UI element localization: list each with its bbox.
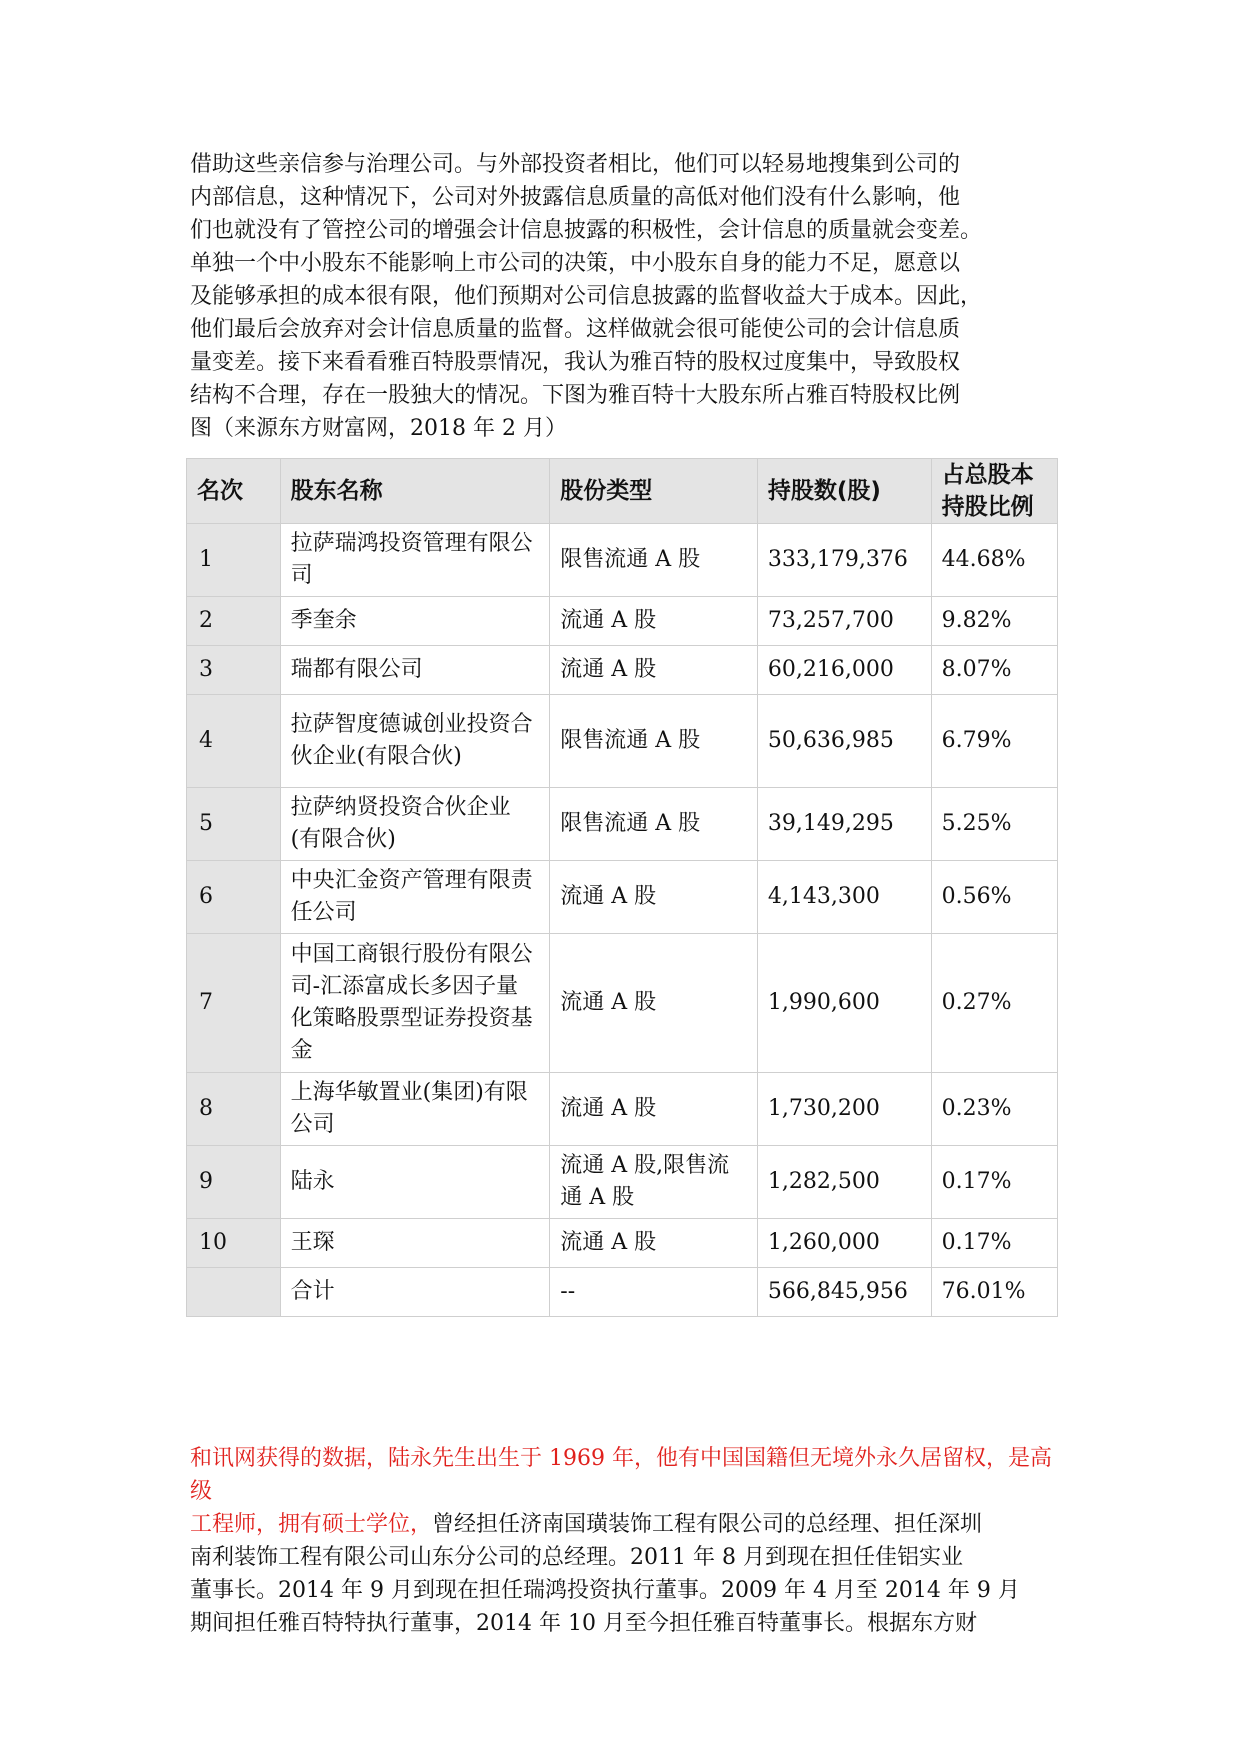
cell-name: 季奎余 — [280, 597, 550, 646]
header-shares: 持股数(股) — [757, 459, 931, 524]
text-line: 内部信息，这种情况下，公司对外披露信息质量的高低对他们没有什么影响，他 — [190, 185, 961, 210]
text-line: 单独一个中小股东不能影响上市公司的决策，中小股东自身的能力不足，愿意以 — [190, 251, 961, 276]
cell-rank: 2 — [187, 597, 281, 646]
table-row — [187, 597, 1058, 646]
cell-name: 王琛 — [280, 1219, 550, 1268]
cell-shares: 1,282,500 — [757, 1146, 931, 1219]
cell-ratio: 44.68% — [931, 524, 1057, 597]
cell-rank: 5 — [187, 788, 281, 861]
table-row — [187, 1146, 1058, 1219]
shareholders-table — [186, 458, 1058, 1317]
cell-type: 流通 A 股,限售流通 A 股 — [550, 1146, 758, 1219]
cell-ratio: 8.07% — [931, 646, 1057, 695]
header-rank: 名次 — [187, 459, 281, 524]
cell-shares: 4,143,300 — [757, 861, 931, 934]
cell-rank — [187, 1268, 281, 1317]
cell-type: 流通 A 股 — [550, 597, 758, 646]
table-row — [187, 1073, 1058, 1146]
cell-rank: 3 — [187, 646, 281, 695]
table-row — [187, 695, 1058, 788]
header-type: 股份类型 — [550, 459, 758, 524]
cell-ratio: 0.17% — [931, 1219, 1057, 1268]
table-body — [187, 524, 1058, 1317]
text-red-span: 工程师，拥有硕士学位， — [190, 1512, 433, 1537]
cell-shares: 50,636,985 — [757, 695, 931, 788]
cell-type: 限售流通 A 股 — [550, 695, 758, 788]
text-line: 结构不合理，存在一股独大的情况。下图为雅百特十大股东所占雅百特股权比例 — [190, 383, 961, 408]
cell-name: 中央汇金资产管理有限责任公司 — [280, 861, 550, 934]
cell-shares: 60,216,000 — [757, 646, 931, 695]
cell-rank: 9 — [187, 1146, 281, 1219]
cell-name: 中国工商银行股份有限公司-汇添富成长多因子量化策略股票型证券投资基金 — [280, 934, 550, 1073]
cell-rank: 7 — [187, 934, 281, 1073]
table-row — [187, 1219, 1058, 1268]
cell-type: 流通 A 股 — [550, 861, 758, 934]
text-line-red: 和讯网获得的数据，陆永先生出生于 1969 年，他有中国国籍但无境外永久居留权，是高级 — [190, 1446, 1052, 1504]
text-line: 他们最后会放弃对会计信息质量的监督。这样做就会很可能使公司的会计信息质 — [190, 317, 961, 342]
cell-type: -- — [550, 1268, 758, 1317]
text-line: 及能够承担的成本很有限，他们预期对公司信息披露的监督收益大于成本。因此， — [190, 284, 983, 309]
cell-name: 拉萨纳贤投资合伙企业(有限合伙) — [280, 788, 550, 861]
cell-shares: 73,257,700 — [757, 597, 931, 646]
cell-rank: 10 — [187, 1219, 281, 1268]
cell-name: 拉萨瑞鸿投资管理有限公司 — [280, 524, 550, 597]
table-row — [187, 1268, 1058, 1317]
cell-shares: 333,179,376 — [757, 524, 931, 597]
cell-ratio: 5.25% — [931, 788, 1057, 861]
cell-type: 限售流通 A 股 — [550, 788, 758, 861]
table-row — [187, 524, 1058, 597]
table-row — [187, 861, 1058, 934]
cell-type: 流通 A 股 — [550, 646, 758, 695]
cell-type: 流通 A 股 — [550, 1073, 758, 1146]
text-line: 借助这些亲信参与治理公司。与外部投资者相比，他们可以轻易地搜集到公司的 — [190, 152, 961, 177]
cell-ratio: 9.82% — [931, 597, 1057, 646]
cell-rank: 6 — [187, 861, 281, 934]
cell-type: 流通 A 股 — [550, 1219, 758, 1268]
cell-ratio: 6.79% — [931, 695, 1057, 788]
paragraph-top — [190, 148, 1060, 445]
text-line: 们也就没有了管控公司的增强会计信息披露的积极性，会计信息的质量就会变差。 — [190, 218, 983, 243]
cell-shares: 1,260,000 — [757, 1219, 931, 1268]
cell-name: 拉萨智度德诚创业投资合伙企业(有限合伙) — [280, 695, 550, 788]
cell-type: 流通 A 股 — [550, 934, 758, 1073]
text-line: 图（来源东方财富网，2018 年 2 月） — [190, 416, 567, 441]
cell-type: 限售流通 A 股 — [550, 524, 758, 597]
cell-shares: 1,990,600 — [757, 934, 931, 1073]
header-name: 股东名称 — [280, 459, 550, 524]
header-ratio: 占总股本持股比例 — [931, 459, 1057, 524]
cell-shares: 39,149,295 — [757, 788, 931, 861]
cell-ratio: 76.01% — [931, 1268, 1057, 1317]
cell-ratio: 0.23% — [931, 1073, 1057, 1146]
cell-shares: 566,845,956 — [757, 1268, 931, 1317]
cell-rank: 1 — [187, 524, 281, 597]
text-line — [190, 1508, 1060, 1541]
table-row — [187, 788, 1058, 861]
cell-shares: 1,730,200 — [757, 1073, 931, 1146]
text-line: 董事长。2014 年 9 月到现在担任瑞鸿投资执行董事。2009 年 4 月至 2014 年 9 月 — [190, 1578, 1020, 1603]
table-row — [187, 934, 1058, 1073]
text-line: 期间担任雅百特特执行董事，2014 年 10 月至今担任雅百特董事长。根据东方财 — [190, 1611, 977, 1636]
text-span: 曾经担任济南国璜装饰工程有限公司的总经理、担任深圳 — [432, 1512, 983, 1537]
table-row — [187, 646, 1058, 695]
text-line: 量变差。接下来看看雅百特股票情况，我认为雅百特的股权过度集中，导致股权 — [190, 350, 961, 375]
cell-ratio: 0.17% — [931, 1146, 1057, 1219]
cell-name: 合计 — [280, 1268, 550, 1317]
cell-rank: 4 — [187, 695, 281, 788]
cell-name: 陆永 — [280, 1146, 550, 1219]
cell-ratio: 0.27% — [931, 934, 1057, 1073]
cell-name: 瑞都有限公司 — [280, 646, 550, 695]
cell-name: 上海华敏置业(集团)有限公司 — [280, 1073, 550, 1146]
table-header-row — [187, 459, 1058, 524]
cell-ratio: 0.56% — [931, 861, 1057, 934]
text-line: 南利装饰工程有限公司山东分公司的总经理。2011 年 8 月到现在担任佳铝实业 — [190, 1545, 963, 1570]
cell-rank: 8 — [187, 1073, 281, 1146]
paragraph-bottom — [190, 1442, 1060, 1640]
